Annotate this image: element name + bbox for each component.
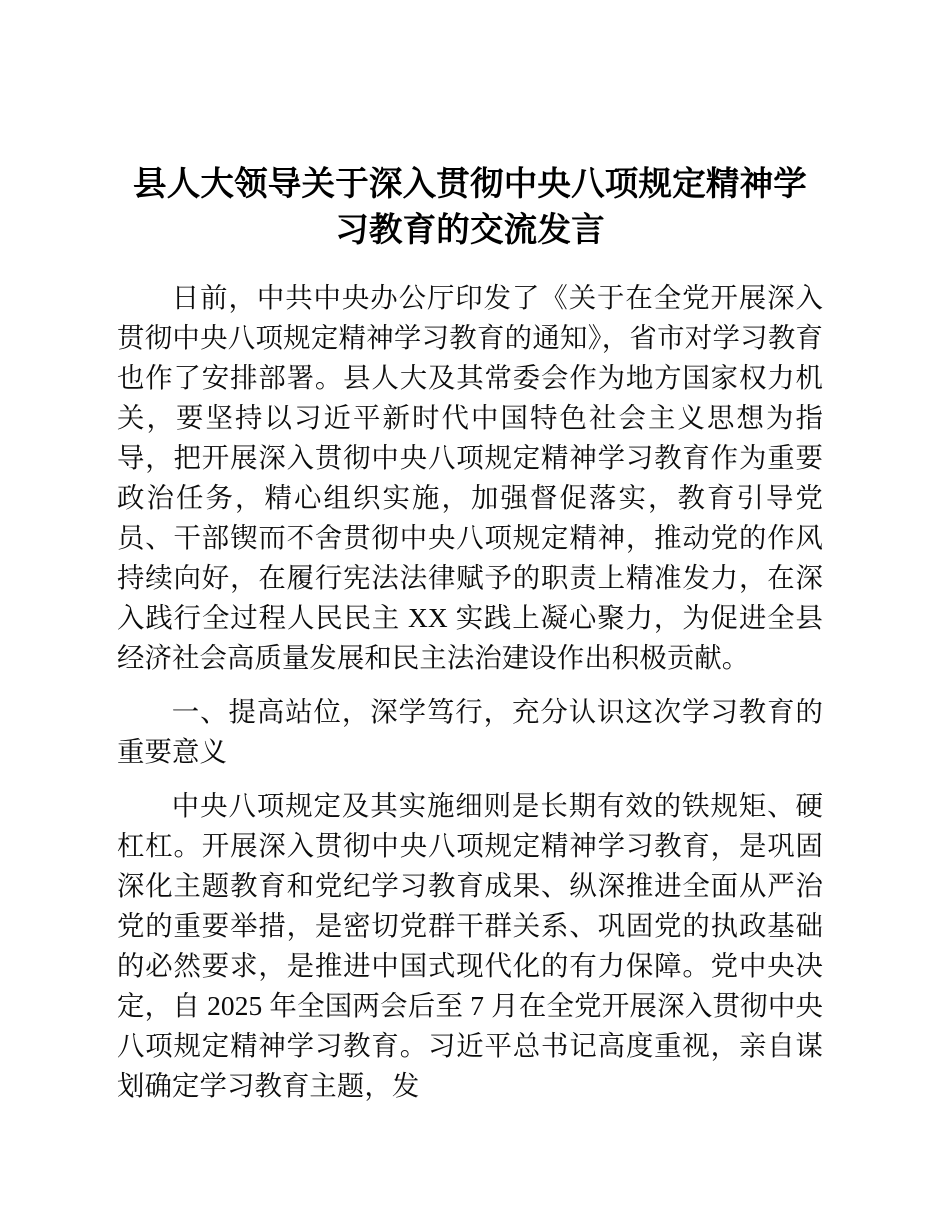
- section-one-paragraph: 中央八项规定及其实施细则是长期有效的铁规矩、硬杠杠。开展深入贯彻中央八项规定精神学习教育，是巩固深化主题教育和党纪学习教育成果、纵深推进全面从严治党的重要举措，是密切党群干群关系、巩固党的执政基础的必然要求，是推进中国式现代化的有力保障。党中央决定，自 2025 年全国两会后至 7 月在全党开展深入贯彻中央八项规定精神学习教育。习近平总书记高度重视，亲自谋划确定学习教育主题，发: [117, 791, 823, 1101]
- section-heading-one: 一、提高站位，深学笃行，充分认识这次学习教育的重要意义: [117, 697, 823, 767]
- page-title: 县人大领导关于深入贯彻中央八项规定精神学习教育的交流发言: [133, 166, 807, 249]
- document-text-column: [117, 0, 823, 1106]
- opening-paragraph: 日前，中共中央办公厅印发了《关于在全党开展深入贯彻中央八项规定精神学习教育的通知》，省市对学习教育也作了安排部署。县人大及其常委会作为地方国家权力机关，要坚持以习近平新时代中国特色社会主义思想为指导，把开展深入贯彻中央八项规定精神学习教育作为重要政治任务，精心组织实施，加强督促落实，教育引导党员、干部锲而不舍贯彻中央八项规定精神，推动党的作风持续向好，在履行宪法法律赋予的职责上精准发力，在深入践行全过程人民民主 XX 实践上凝心聚力，为促进全县经济社会高质量发展和民主法治建设作出积极贡献。: [117, 283, 823, 673]
